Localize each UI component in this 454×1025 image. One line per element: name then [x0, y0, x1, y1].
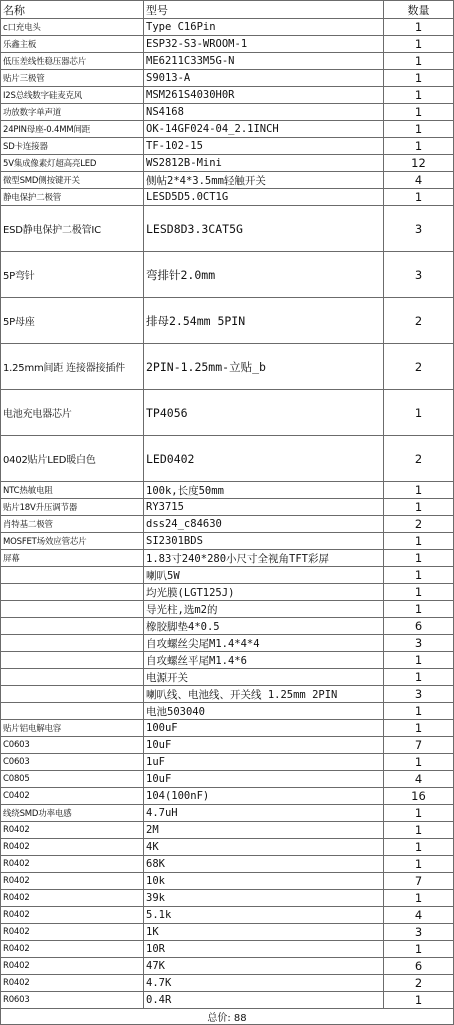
cell-model: MSM261S4030H0R	[144, 87, 384, 104]
table-row	[1, 601, 454, 618]
cell-qty: 3	[384, 924, 454, 941]
cell-model: S9013-A	[144, 70, 384, 87]
table-row	[1, 924, 454, 941]
cell-qty: 1	[384, 390, 454, 436]
table-row	[1, 584, 454, 601]
cell-qty: 3	[384, 252, 454, 298]
table-row	[1, 70, 454, 87]
cell-model: 100uF	[144, 720, 384, 737]
table-row	[1, 121, 454, 138]
header-qty: 数量	[384, 1, 454, 19]
cell-model: 喇叭5W	[144, 567, 384, 584]
cell-name: 线绕SMD功率电感	[1, 805, 144, 822]
table-row	[1, 703, 454, 720]
cell-name: R0402	[1, 856, 144, 873]
cell-qty: 1	[384, 550, 454, 567]
cell-model: 5.1k	[144, 907, 384, 924]
cell-qty: 16	[384, 788, 454, 805]
table-row	[1, 36, 454, 53]
cell-model: 10uF	[144, 771, 384, 788]
cell-qty: 1	[384, 584, 454, 601]
cell-model: ME6211C33M5G-N	[144, 53, 384, 70]
cell-name: C0603	[1, 737, 144, 754]
cell-qty: 1	[384, 104, 454, 121]
table-row	[1, 206, 454, 252]
cell-model: 4K	[144, 839, 384, 856]
cell-name: R0402	[1, 873, 144, 890]
cell-name	[1, 652, 144, 669]
cell-qty: 2	[384, 975, 454, 992]
cell-qty: 1	[384, 70, 454, 87]
cell-model: 0.4R	[144, 992, 384, 1009]
cell-model: 2PIN-1.25mm-立贴_b	[144, 344, 384, 390]
cell-name: 5P弯针	[1, 252, 144, 298]
cell-qty: 2	[384, 344, 454, 390]
cell-name	[1, 601, 144, 618]
table-row	[1, 482, 454, 499]
cell-name: R0402	[1, 890, 144, 907]
cell-model: ESP32-S3-WROOM-1	[144, 36, 384, 53]
cell-model: 1.83寸240*280小尺寸全视角TFT彩屏	[144, 550, 384, 567]
header-row	[1, 1, 454, 19]
cell-name: R0402	[1, 975, 144, 992]
cell-model: 电池503040	[144, 703, 384, 720]
cell-model: 47K	[144, 958, 384, 975]
cell-qty: 1	[384, 754, 454, 771]
header-name: 名称	[1, 1, 144, 19]
cell-name: I2S总线数字硅麦克风	[1, 87, 144, 104]
table-row	[1, 669, 454, 686]
cell-qty: 2	[384, 298, 454, 344]
cell-model: TP4056	[144, 390, 384, 436]
cell-model: 喇叭线、电池线、开关线 1.25mm 2PIN	[144, 686, 384, 703]
cell-qty: 1	[384, 992, 454, 1009]
cell-model: 10R	[144, 941, 384, 958]
cell-qty: 1	[384, 19, 454, 36]
cell-name: 5P母座	[1, 298, 144, 344]
cell-name	[1, 686, 144, 703]
table-row	[1, 567, 454, 584]
table-row	[1, 550, 454, 567]
cell-model: 自攻螺丝尖尾M1.4*4*4	[144, 635, 384, 652]
table-row	[1, 172, 454, 189]
cell-model: 排母2.54mm 5PIN	[144, 298, 384, 344]
cell-name	[1, 669, 144, 686]
cell-name: 乐鑫主板	[1, 36, 144, 53]
cell-model: 1K	[144, 924, 384, 941]
table-row	[1, 252, 454, 298]
cell-qty: 1	[384, 839, 454, 856]
cell-model: 导光柱,选m2的	[144, 601, 384, 618]
cell-qty: 1	[384, 121, 454, 138]
cell-model: 电源开关	[144, 669, 384, 686]
cell-qty: 4	[384, 172, 454, 189]
table-row	[1, 19, 454, 36]
cell-qty: 6	[384, 958, 454, 975]
table-row	[1, 298, 454, 344]
cell-qty: 1	[384, 601, 454, 618]
table-row	[1, 390, 454, 436]
cell-model: 弯排针2.0mm	[144, 252, 384, 298]
cell-name	[1, 567, 144, 584]
table-row	[1, 720, 454, 737]
cell-qty: 3	[384, 635, 454, 652]
cell-model: 10k	[144, 873, 384, 890]
cell-name: 贴片18V升压调节器	[1, 499, 144, 516]
table-row	[1, 822, 454, 839]
cell-name	[1, 635, 144, 652]
cell-qty: 1	[384, 138, 454, 155]
cell-model: LESD8D3.3CAT5G	[144, 206, 384, 252]
cell-qty: 2	[384, 436, 454, 482]
cell-name: C0603	[1, 754, 144, 771]
cell-name: 肖特基二极管	[1, 516, 144, 533]
cell-model: NS4168	[144, 104, 384, 121]
cell-model: 68K	[144, 856, 384, 873]
table-row	[1, 856, 454, 873]
bom-body	[1, 19, 454, 1009]
cell-model: 104(100nF)	[144, 788, 384, 805]
table-row	[1, 873, 454, 890]
cell-name: 功放数字单声道	[1, 104, 144, 121]
cell-name: 5V集成像素灯超高亮LED	[1, 155, 144, 172]
cell-name: c口充电头	[1, 19, 144, 36]
cell-model: OK-14GF024-04_2.1INCH	[144, 121, 384, 138]
cell-name: 贴片铝电解电容	[1, 720, 144, 737]
cell-name: 0402贴片LED暖白色	[1, 436, 144, 482]
table-row	[1, 805, 454, 822]
cell-model: 4.7uH	[144, 805, 384, 822]
cell-model: LESD5D5.0CT1G	[144, 189, 384, 206]
cell-qty: 12	[384, 155, 454, 172]
cell-qty: 1	[384, 652, 454, 669]
cell-model: TF-102-15	[144, 138, 384, 155]
table-row	[1, 155, 454, 172]
cell-name: NTC热敏电阻	[1, 482, 144, 499]
cell-name: ESD静电保护二极管IC	[1, 206, 144, 252]
cell-name: R0402	[1, 941, 144, 958]
cell-name: R0402	[1, 958, 144, 975]
cell-qty: 2	[384, 516, 454, 533]
cell-name: 静电保护二极管	[1, 189, 144, 206]
cell-name: 电池充电器芯片	[1, 390, 144, 436]
cell-name: 微型SMD侧按键开关	[1, 172, 144, 189]
cell-model: 10uF	[144, 737, 384, 754]
cell-qty: 1	[384, 482, 454, 499]
total-price: 总价: 88	[1, 1009, 454, 1025]
cell-qty: 1	[384, 567, 454, 584]
cell-name: C0805	[1, 771, 144, 788]
cell-name: MOSFET场效应管芯片	[1, 533, 144, 550]
table-row	[1, 652, 454, 669]
table-row	[1, 635, 454, 652]
cell-model: 侧帖2*4*3.5mm轻触开关	[144, 172, 384, 189]
cell-name	[1, 703, 144, 720]
table-row	[1, 104, 454, 121]
cell-name: R0603	[1, 992, 144, 1009]
cell-qty: 1	[384, 890, 454, 907]
cell-model: LED0402	[144, 436, 384, 482]
table-row	[1, 975, 454, 992]
cell-model: dss24_c84630	[144, 516, 384, 533]
cell-model: 自攻螺丝平尾M1.4*6	[144, 652, 384, 669]
cell-name: R0402	[1, 907, 144, 924]
table-row	[1, 754, 454, 771]
cell-qty: 6	[384, 618, 454, 635]
cell-model: 2M	[144, 822, 384, 839]
table-row	[1, 839, 454, 856]
cell-qty: 1	[384, 36, 454, 53]
cell-name: C0402	[1, 788, 144, 805]
cell-qty: 1	[384, 941, 454, 958]
cell-name: 低压差线性稳压器芯片	[1, 53, 144, 70]
cell-qty: 1	[384, 533, 454, 550]
cell-qty: 3	[384, 686, 454, 703]
cell-model: 1uF	[144, 754, 384, 771]
table-row	[1, 516, 454, 533]
cell-model: SI2301BDS	[144, 533, 384, 550]
table-row	[1, 992, 454, 1009]
cell-model: WS2812B-Mini	[144, 155, 384, 172]
table-row	[1, 344, 454, 390]
table-row	[1, 788, 454, 805]
table-row	[1, 618, 454, 635]
cell-name	[1, 618, 144, 635]
table-row	[1, 138, 454, 155]
cell-name: 贴片三极管	[1, 70, 144, 87]
cell-model: 橡胶脚垫4*0.5	[144, 618, 384, 635]
cell-qty: 1	[384, 805, 454, 822]
cell-qty: 1	[384, 189, 454, 206]
table-row	[1, 907, 454, 924]
table-row	[1, 958, 454, 975]
table-row	[1, 436, 454, 482]
cell-name: 1.25mm间距 连接器接插件	[1, 344, 144, 390]
table-row	[1, 499, 454, 516]
cell-name	[1, 584, 144, 601]
table-row	[1, 771, 454, 788]
cell-model: 均光膜(LGT125J)	[144, 584, 384, 601]
cell-qty: 1	[384, 669, 454, 686]
cell-qty: 1	[384, 499, 454, 516]
table-row	[1, 737, 454, 754]
cell-qty: 1	[384, 856, 454, 873]
cell-qty: 4	[384, 907, 454, 924]
total-row	[1, 1009, 454, 1025]
cell-name: R0402	[1, 839, 144, 856]
cell-qty: 1	[384, 703, 454, 720]
table-row	[1, 53, 454, 70]
cell-qty: 1	[384, 720, 454, 737]
cell-qty: 4	[384, 771, 454, 788]
cell-qty: 1	[384, 87, 454, 104]
table-row	[1, 87, 454, 104]
cell-model: 100k,长度50mm	[144, 482, 384, 499]
table-row	[1, 941, 454, 958]
header-model: 型号	[144, 1, 384, 19]
cell-qty: 7	[384, 737, 454, 754]
cell-name: 24PIN母座-0.4MM间距	[1, 121, 144, 138]
cell-name: R0402	[1, 924, 144, 941]
cell-qty: 3	[384, 206, 454, 252]
table-row	[1, 533, 454, 550]
cell-qty: 7	[384, 873, 454, 890]
cell-model: Type C16Pin	[144, 19, 384, 36]
table-row	[1, 189, 454, 206]
cell-model: 39k	[144, 890, 384, 907]
cell-name: R0402	[1, 822, 144, 839]
cell-qty: 1	[384, 822, 454, 839]
cell-name: SD卡连接器	[1, 138, 144, 155]
table-row	[1, 890, 454, 907]
table-row	[1, 686, 454, 703]
cell-name: 屏幕	[1, 550, 144, 567]
cell-model: RY3715	[144, 499, 384, 516]
cell-model: 4.7K	[144, 975, 384, 992]
cell-qty: 1	[384, 53, 454, 70]
